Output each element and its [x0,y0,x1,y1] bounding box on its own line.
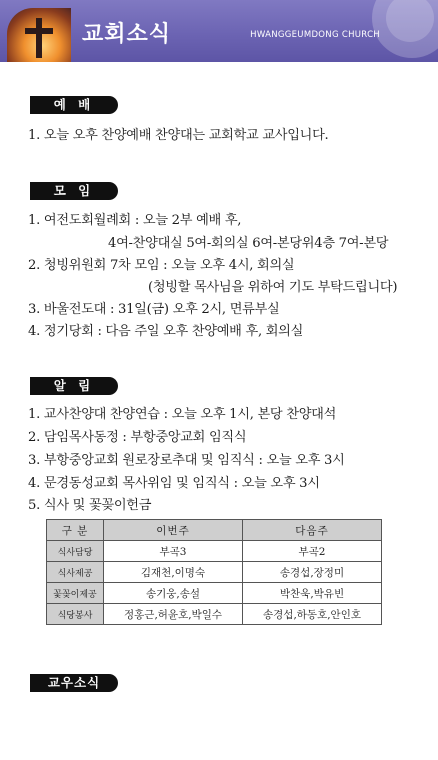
row-label: 식사담당 [47,541,104,562]
meetings-line-1-cont: 4여-찬양대실 5여-회의실 6여-본당위4층 7여-본당 [108,236,389,251]
church-name: HWANGGEUMDONG CHURCH [250,30,380,40]
meetings-line-2: 2. 청빙위원회 7차 모임 : 오늘 오후 4시, 회의실 [28,258,295,273]
row-label: 식당봉사 [47,604,104,625]
worship-line-1: 1. 오늘 오후 찬양예배 찬양대는 교회학교 교사입니다. [28,128,329,143]
cross-icon [36,18,42,58]
cell-this-week: 김재천,이명숙 [104,562,243,583]
cell-next-week: 송경섭,하동호,안인호 [243,604,382,625]
notices-line-4: 4. 문경동성교회 목사위임 및 임직식 : 오늘 오후 3시 [28,476,320,491]
cell-next-week: 박찬욱,박유빈 [243,583,382,604]
table-header-this-week: 이번주 [104,520,243,541]
table-row [47,562,382,583]
notices-line-5: 5. 식사 및 꽃꽂이헌금 [28,498,152,513]
row-label: 식사제공 [47,562,104,583]
row-label: 꽃꽂이제공 [47,583,104,604]
notices-line-1: 1. 교사찬양대 찬양연습 : 오늘 오후 1시, 본당 찬양대석 [28,407,337,422]
page-title: 교회소식 [82,22,172,47]
meetings-line-1: 1. 여전도회월례회 : 오늘 2부 예배 후, [28,213,242,228]
table-row [47,583,382,604]
table-header-category: 구 분 [47,520,104,541]
header-banner [0,0,438,62]
meal-schedule-table [46,519,382,625]
table-row [47,541,382,562]
section-worship-label: 예 배 [30,96,118,114]
cross-icon-bar [25,28,53,34]
notices-line-2: 2. 담임목사동정 : 부항중앙교회 임직식 [28,430,247,445]
meetings-line-4: 4. 정기당회 : 다음 주일 오후 찬양예배 후, 회의실 [28,324,304,339]
meetings-line-3: 3. 바울전도대 : 31일(금) 오후 2시, 면류부실 [28,302,280,317]
cross-sunset-image [7,8,71,62]
meetings-line-2-cont: (청빙할 목사님을 위하여 기도 부탁드립니다) [148,280,398,295]
table-row [47,604,382,625]
table-header-row [47,520,382,541]
cell-this-week: 송기웅,송설 [104,583,243,604]
section-meetings-label: 모 임 [30,182,118,200]
cell-next-week: 송경섭,장정미 [243,562,382,583]
cell-this-week: 부곡3 [104,541,243,562]
table-header-next-week: 다음주 [243,520,382,541]
section-notices-label: 알 림 [30,377,118,395]
cell-next-week: 부곡2 [243,541,382,562]
section-members-label: 교우소식 [30,674,118,692]
cell-this-week: 정홍근,허윤호,박일수 [104,604,243,625]
notices-line-3: 3. 부항중앙교회 원로장로추대 및 임직식 : 오늘 오후 3시 [28,453,345,468]
